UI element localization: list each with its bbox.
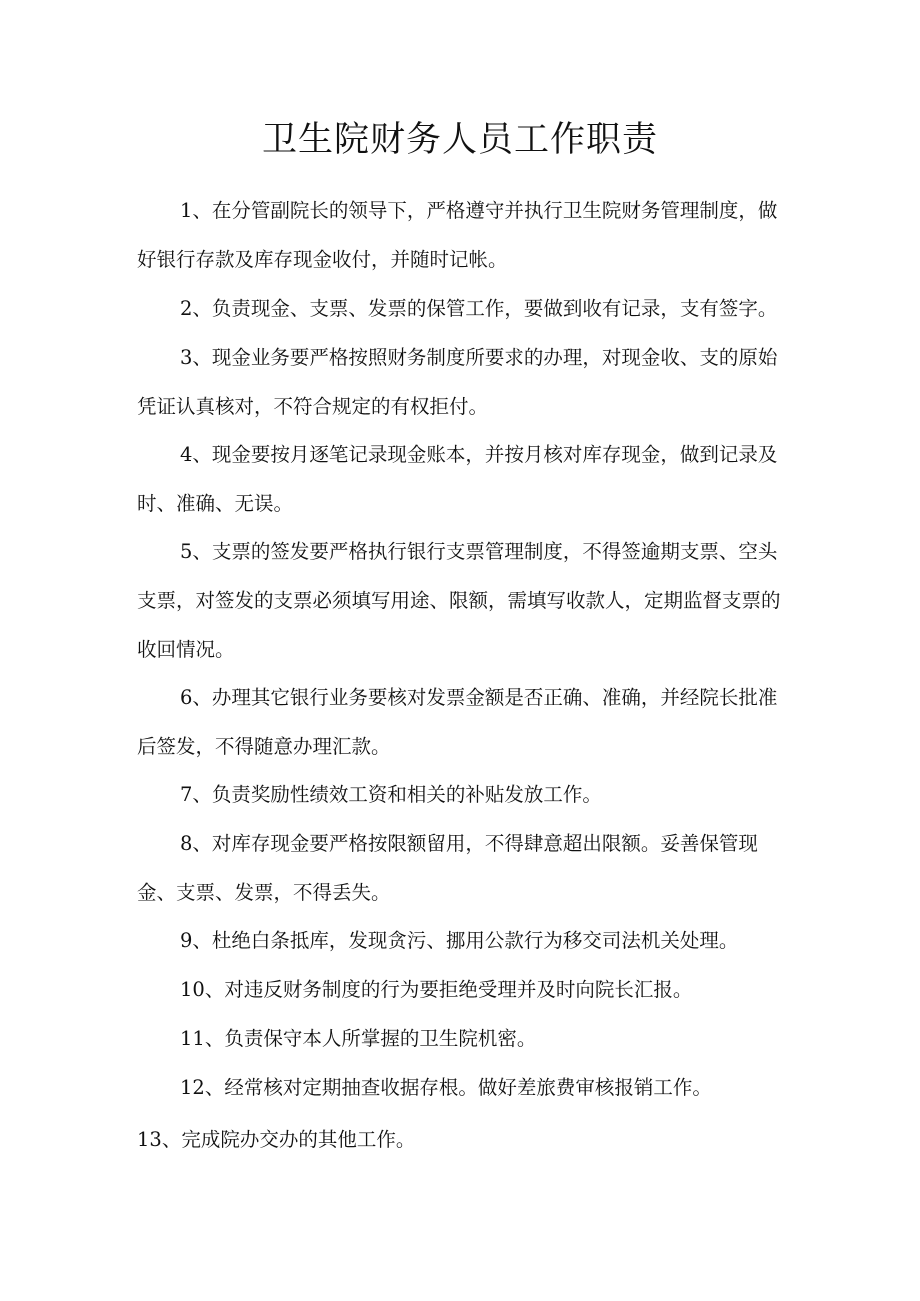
duty-item-13: 13、完成院办交办的其他工作。 [137,1128,416,1151]
duty-item-2: 2、负责现金、支票、发票的保管工作，要做到收有记录，支有签字。 [180,297,778,320]
duty-item-3: 3、现金业务要严格按照财务制度所要求的办理，对现金收、支的原始凭证认真核对，不符合规定的有权拒付。 [137,346,778,418]
duty-item-4: 4、现金要按月逐笔记录现金账本，并按月核对库存现金，做到记录及时、准确、无误。 [137,443,778,515]
duty-item-11: 11、负责保守本人所掌握的卫生院机密。 [180,1027,537,1050]
duty-item-8: 8、对库存现金要严格按限额留用，不得肆意超出限额。妥善保管现金、支票、发票，不得丢失。 [137,832,758,904]
duty-item-9: 9、杜绝白条抵库，发现贪污、挪用公款行为移交司法机关处理。 [180,929,739,952]
duty-item-10: 10、对违反财务制度的行为要拒绝受理并及时向院长汇报。 [180,978,693,1001]
duty-item-1: 1、在分管副院长的领导下，严格遵守并执行卫生院财务管理制度，做好银行存款及库存现金收付，并随时记帐。 [137,199,778,271]
duty-item-5: 5、支票的签发要严格执行银行支票管理制度，不得签逾期支票、空头支票，对签发的支票必须填写用途、限额，需填写收款人，定期监督支票的收回情况。 [137,540,781,661]
duty-item-7: 7、负责奖励性绩效工资和相关的补贴发放工作。 [180,783,602,806]
duty-item-12: 12、经常核对定期抽查收据存根。做好差旅费审核报销工作。 [180,1076,712,1099]
duty-item-6: 6、办理其它银行业务要核对发票金额是否正确、准确，并经院长批准后签发，不得随意办理汇款。 [137,686,778,758]
document-title: 卫生院财务人员工作职责 [261,120,658,160]
